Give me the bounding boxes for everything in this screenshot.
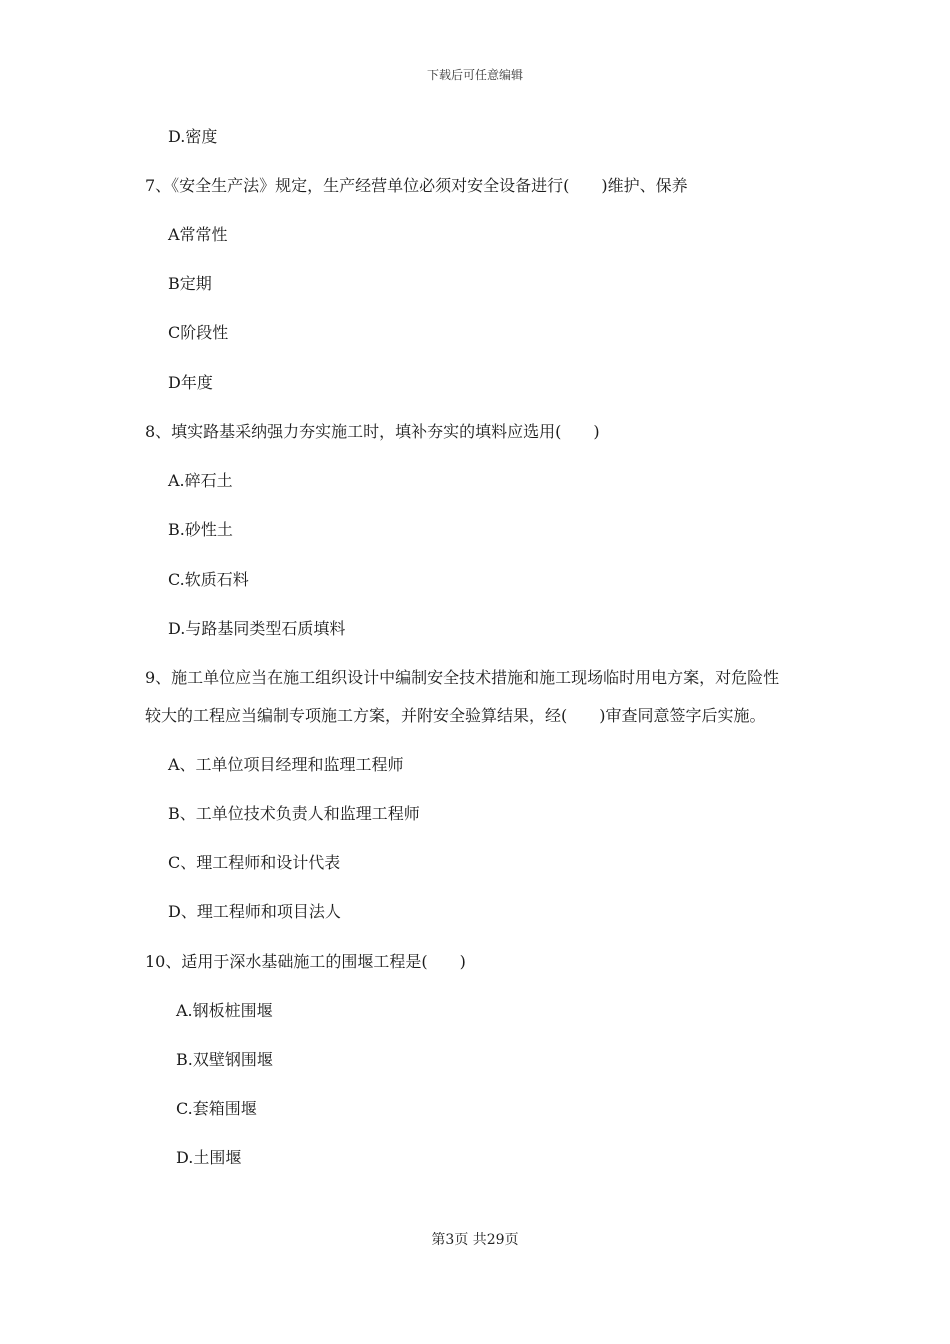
question-8-option-c: C.软质石料 [168,570,249,589]
question-9-stem-line-2: 较大的工程应当编制专项施工方案，并附安全验算结果，经( )审查同意签字后实施。 [145,706,766,725]
question-9-option-a: A、工单位项目经理和监理工程师 [168,755,404,774]
question-9-stem-line-1: 9、施工单位应当在施工组织设计中编制安全技术措施和施工现场临时用电方案，对危险性 [145,668,780,687]
question-8-option-d: D.与路基同类型石质填料 [168,619,346,638]
question-7-option-a: A常常性 [168,225,228,244]
option-d-prev: D.密度 [168,127,218,146]
question-10-stem: 10、适用于深水基础施工的围堰工程是( ) [145,952,466,971]
question-8-option-a: A.碎石土 [168,471,233,490]
question-9-option-c: C、理工程师和设计代表 [168,853,341,872]
question-7-option-c: C阶段性 [168,323,229,342]
question-10-option-d: D.土围堰 [176,1148,242,1167]
question-10-option-a: A.钢板桩围堰 [176,1001,273,1020]
question-10-option-b: B.双壁钢围堰 [176,1050,273,1069]
question-7-stem: 7、《安全生产法》规定，生产经营单位必须对安全设备进行( )维护、保养 [145,176,688,195]
page-header: 下载后可任意编辑 [426,68,523,82]
question-9-option-d: D、理工程师和项目法人 [168,902,341,921]
question-10-option-c: C.套箱围堰 [176,1099,257,1118]
page-footer: 第3页 共29页 [431,1232,519,1248]
question-8-option-b: B.砂性土 [168,520,233,539]
question-7-option-b: B定期 [168,274,212,293]
question-7-option-d: D年度 [168,373,213,392]
question-8-stem: 8、填实路基采纳强力夯实施工时，填补夯实的填料应选用( ) [145,422,600,441]
question-9-option-b: B、工单位技术负责人和监理工程师 [168,804,420,823]
